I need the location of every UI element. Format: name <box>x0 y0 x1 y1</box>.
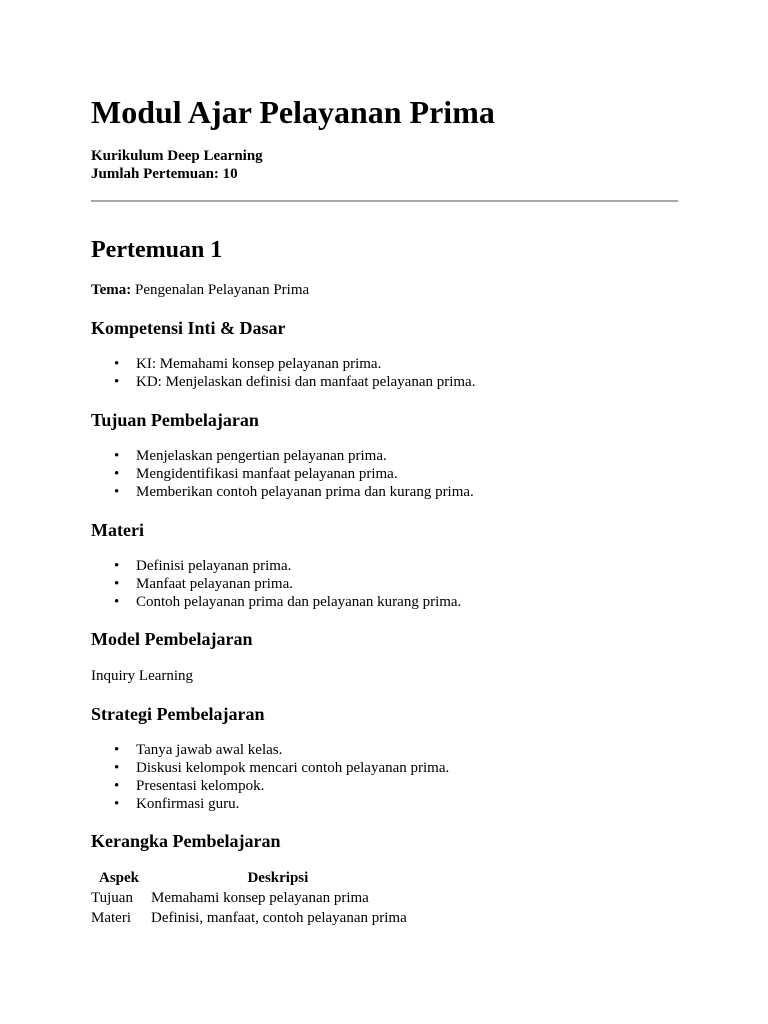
list-item <box>91 465 474 483</box>
list-item-text: Diskusi kelompok mencari contoh pelayanan prima. <box>136 760 450 776</box>
list-item <box>91 483 474 501</box>
table-row <box>91 888 407 908</box>
bullet-icon: • <box>114 558 120 574</box>
list-item-text: Manfaat pelayanan prima. <box>136 576 294 592</box>
material-list <box>91 557 461 611</box>
theme-line <box>91 281 309 299</box>
list-item <box>91 447 474 465</box>
list-item-text: KI: Memahami konsep pelayanan prima. <box>136 356 382 372</box>
table-header-row <box>91 868 407 888</box>
bullet-icon: • <box>114 466 120 482</box>
bullet-icon: • <box>114 356 120 372</box>
list-item-text: Mengidentifikasi manfaat pelayanan prima. <box>136 466 398 482</box>
list-item-text: Contoh pelayanan prima dan pelayanan kurang prima. <box>136 594 462 610</box>
table-cell-description: Definisi, manfaat, contoh pelayanan prima <box>151 910 407 926</box>
table-cell-aspect: Tujuan <box>91 890 133 906</box>
column-header-aspect: Aspek <box>98 870 139 886</box>
list-item-text: Tanya jawab awal kelas. <box>136 742 283 758</box>
list-item <box>91 373 475 391</box>
material-heading: Materi <box>91 520 144 540</box>
bullet-icon: • <box>114 576 120 592</box>
list-item <box>91 777 449 795</box>
document-title: Modul Ajar Pelayanan Prima <box>91 94 495 130</box>
framework-heading: Kerangka Pembelajaran <box>91 831 281 851</box>
list-item-text: Konfirmasi guru. <box>136 796 240 812</box>
competency-heading: Kompetensi Inti & Dasar <box>91 318 286 338</box>
table-row <box>91 908 407 928</box>
bullet-icon: • <box>114 742 120 758</box>
framework-table <box>89 868 409 928</box>
competency-list <box>91 355 475 391</box>
list-item-text: Memberikan contoh pelayanan prima dan kurang prima. <box>136 484 474 500</box>
list-item-text: KD: Menjelaskan definisi dan manfaat pelayanan prima. <box>136 374 476 390</box>
document-meta <box>91 147 263 183</box>
horizontal-divider <box>91 200 678 202</box>
list-item <box>91 759 449 777</box>
list-item-text: Menjelaskan pengertian pelayanan prima. <box>136 448 387 464</box>
list-item <box>91 575 461 593</box>
strategy-heading: Strategi Pembelajaran <box>91 704 265 724</box>
sessions-count: Jumlah Pertemuan: 10 <box>91 166 238 182</box>
list-item-text: Definisi pelayanan prima. <box>136 558 292 574</box>
strategy-list <box>91 741 449 813</box>
model-heading: Model Pembelajaran <box>91 629 253 649</box>
bullet-icon: • <box>114 796 120 812</box>
curriculum-label: Kurikulum Deep Learning <box>91 148 263 164</box>
list-item <box>91 593 461 611</box>
bullet-icon: • <box>114 760 120 776</box>
theme-label: Tema: <box>91 282 132 298</box>
list-item <box>91 741 449 759</box>
objectives-heading: Tujuan Pembelajaran <box>91 410 259 430</box>
objectives-list <box>91 447 474 501</box>
list-item <box>91 355 475 373</box>
meeting-heading: Pertemuan 1 <box>91 237 223 263</box>
list-item <box>91 557 461 575</box>
list-item <box>91 795 449 813</box>
bullet-icon: • <box>114 594 120 610</box>
bullet-icon: • <box>114 374 120 390</box>
model-value: Inquiry Learning <box>91 668 194 684</box>
column-header-description: Deskripsi <box>247 870 309 886</box>
theme-value: Pengenalan Pelayanan Prima <box>135 282 310 298</box>
table-cell-description: Memahami konsep pelayanan prima <box>151 890 369 906</box>
bullet-icon: • <box>114 484 120 500</box>
bullet-icon: • <box>114 448 120 464</box>
table-cell-aspect: Materi <box>91 910 131 926</box>
list-item-text: Presentasi kelompok. <box>136 778 265 794</box>
bullet-icon: • <box>114 778 120 794</box>
